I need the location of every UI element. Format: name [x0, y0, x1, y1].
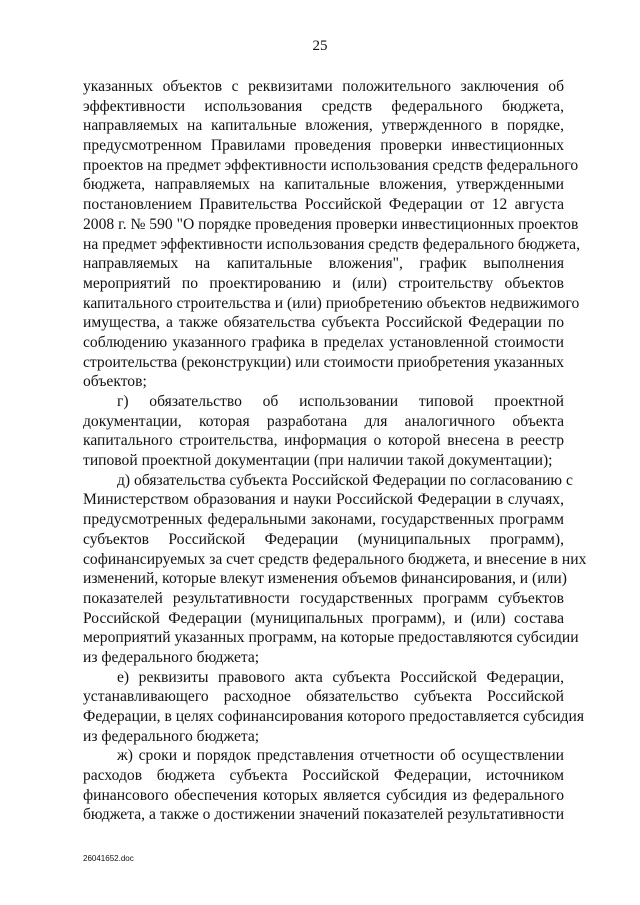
- text-line: типовой проектной документации (при наличии такой документации);: [83, 452, 553, 470]
- text-line: финансового обеспечения которых является субсидия из федерального: [83, 786, 564, 804]
- text-line: показателей результативности государственных программ субъектов: [83, 589, 564, 607]
- text-line: ж) сроки и порядок представления отчетности об осуществлении: [117, 747, 564, 765]
- text-line: постановлением Правительства Российской Федерации от 12 августа: [83, 196, 564, 214]
- text-line: изменений, которые влекут изменения объемов финансирования, и (или): [83, 570, 567, 588]
- text-line: д) обязательства субъекта Российской Федерации по согласованию с: [117, 471, 573, 489]
- text-line: направляемых на капитальные вложения, утвержденного в порядке,: [83, 117, 564, 135]
- text-line: г) обязательство об использовании типовой проектной: [117, 393, 564, 410]
- text-line: 2008 г. № 590 "О порядке проведения проверки инвестиционных проектов: [83, 215, 579, 233]
- text-line: проектов на предмет эффективности использования средств федерального: [83, 156, 579, 174]
- page-number: 25: [312, 38, 328, 54]
- text-line: объектов;: [83, 373, 147, 391]
- text-line: строительства (реконструкции) или стоимости приобретения указанных: [83, 353, 564, 371]
- text-line: эффективности использования средств федерального бюджета,: [83, 97, 564, 115]
- text-line: субъектов Российской Федерации (муниципальных программ),: [83, 530, 564, 548]
- text-line: устанавливающего расходное обязательство субъекта Российской: [83, 688, 564, 706]
- text-line: предусмотренном Правилами проведения проверки инвестиционных: [83, 137, 564, 155]
- text-line: бюджета, направляемых на капитальные вложения, утвержденными: [83, 176, 564, 194]
- paragraph: [83, 392, 564, 471]
- text-line: указанных объектов с реквизитами положительного заключения об: [83, 78, 564, 95]
- text-line: соблюдению указанного графика в пределах установленной стоимости: [83, 333, 564, 351]
- paragraph: [83, 746, 564, 825]
- text-line: из федерального бюджета;: [83, 727, 260, 745]
- text-line: на предмет эффективности использования средств федерального бюджета,: [83, 235, 580, 253]
- text-line: расходов бюджета субъекта Российской Федерации, источником: [83, 767, 564, 785]
- text-line: мероприятий указанных программ, на которые предоставляются субсидии: [83, 629, 579, 647]
- text-line: направляемых на капитальные вложения", график выполнения: [83, 255, 564, 273]
- paragraph: [83, 471, 587, 668]
- document-filename: 26041652.doc: [83, 854, 134, 863]
- paragraph: [83, 77, 580, 392]
- text-line: документации, которая разработана для аналогичного объекта: [83, 412, 564, 430]
- text-line: имущества, а также обязательства субъекта Российской Федерации по: [83, 314, 564, 332]
- text-line: из федерального бюджета;: [83, 648, 260, 666]
- text-line: Российской Федерации (муниципальных программ), и (или) состава: [83, 609, 564, 627]
- document-body: [83, 77, 587, 825]
- text-line: Федерации, в целях софинансирования которого предоставляется субсидия: [83, 708, 584, 725]
- text-line: софинансируемых за счет средств федерального бюджета, и внесение в них: [83, 550, 587, 568]
- text-line: капитального строительства и (или) приобретению объектов недвижимого: [83, 294, 580, 312]
- text-line: капитального строительства, информация о которой внесена в реестр: [83, 432, 564, 450]
- text-line: е) реквизиты правового акта субъекта Российской Федерации,: [117, 668, 564, 686]
- text-line: предусмотренных федеральными законами, государственных программ: [83, 511, 564, 529]
- text-line: мероприятий по проектированию и (или) строительству объектов: [83, 274, 564, 292]
- paragraph: [83, 668, 584, 747]
- text-line: Министерством образования и науки Российской Федерации в случаях,: [83, 491, 564, 509]
- text-line: бюджета, а также о достижении значений показателей результативности: [83, 806, 565, 824]
